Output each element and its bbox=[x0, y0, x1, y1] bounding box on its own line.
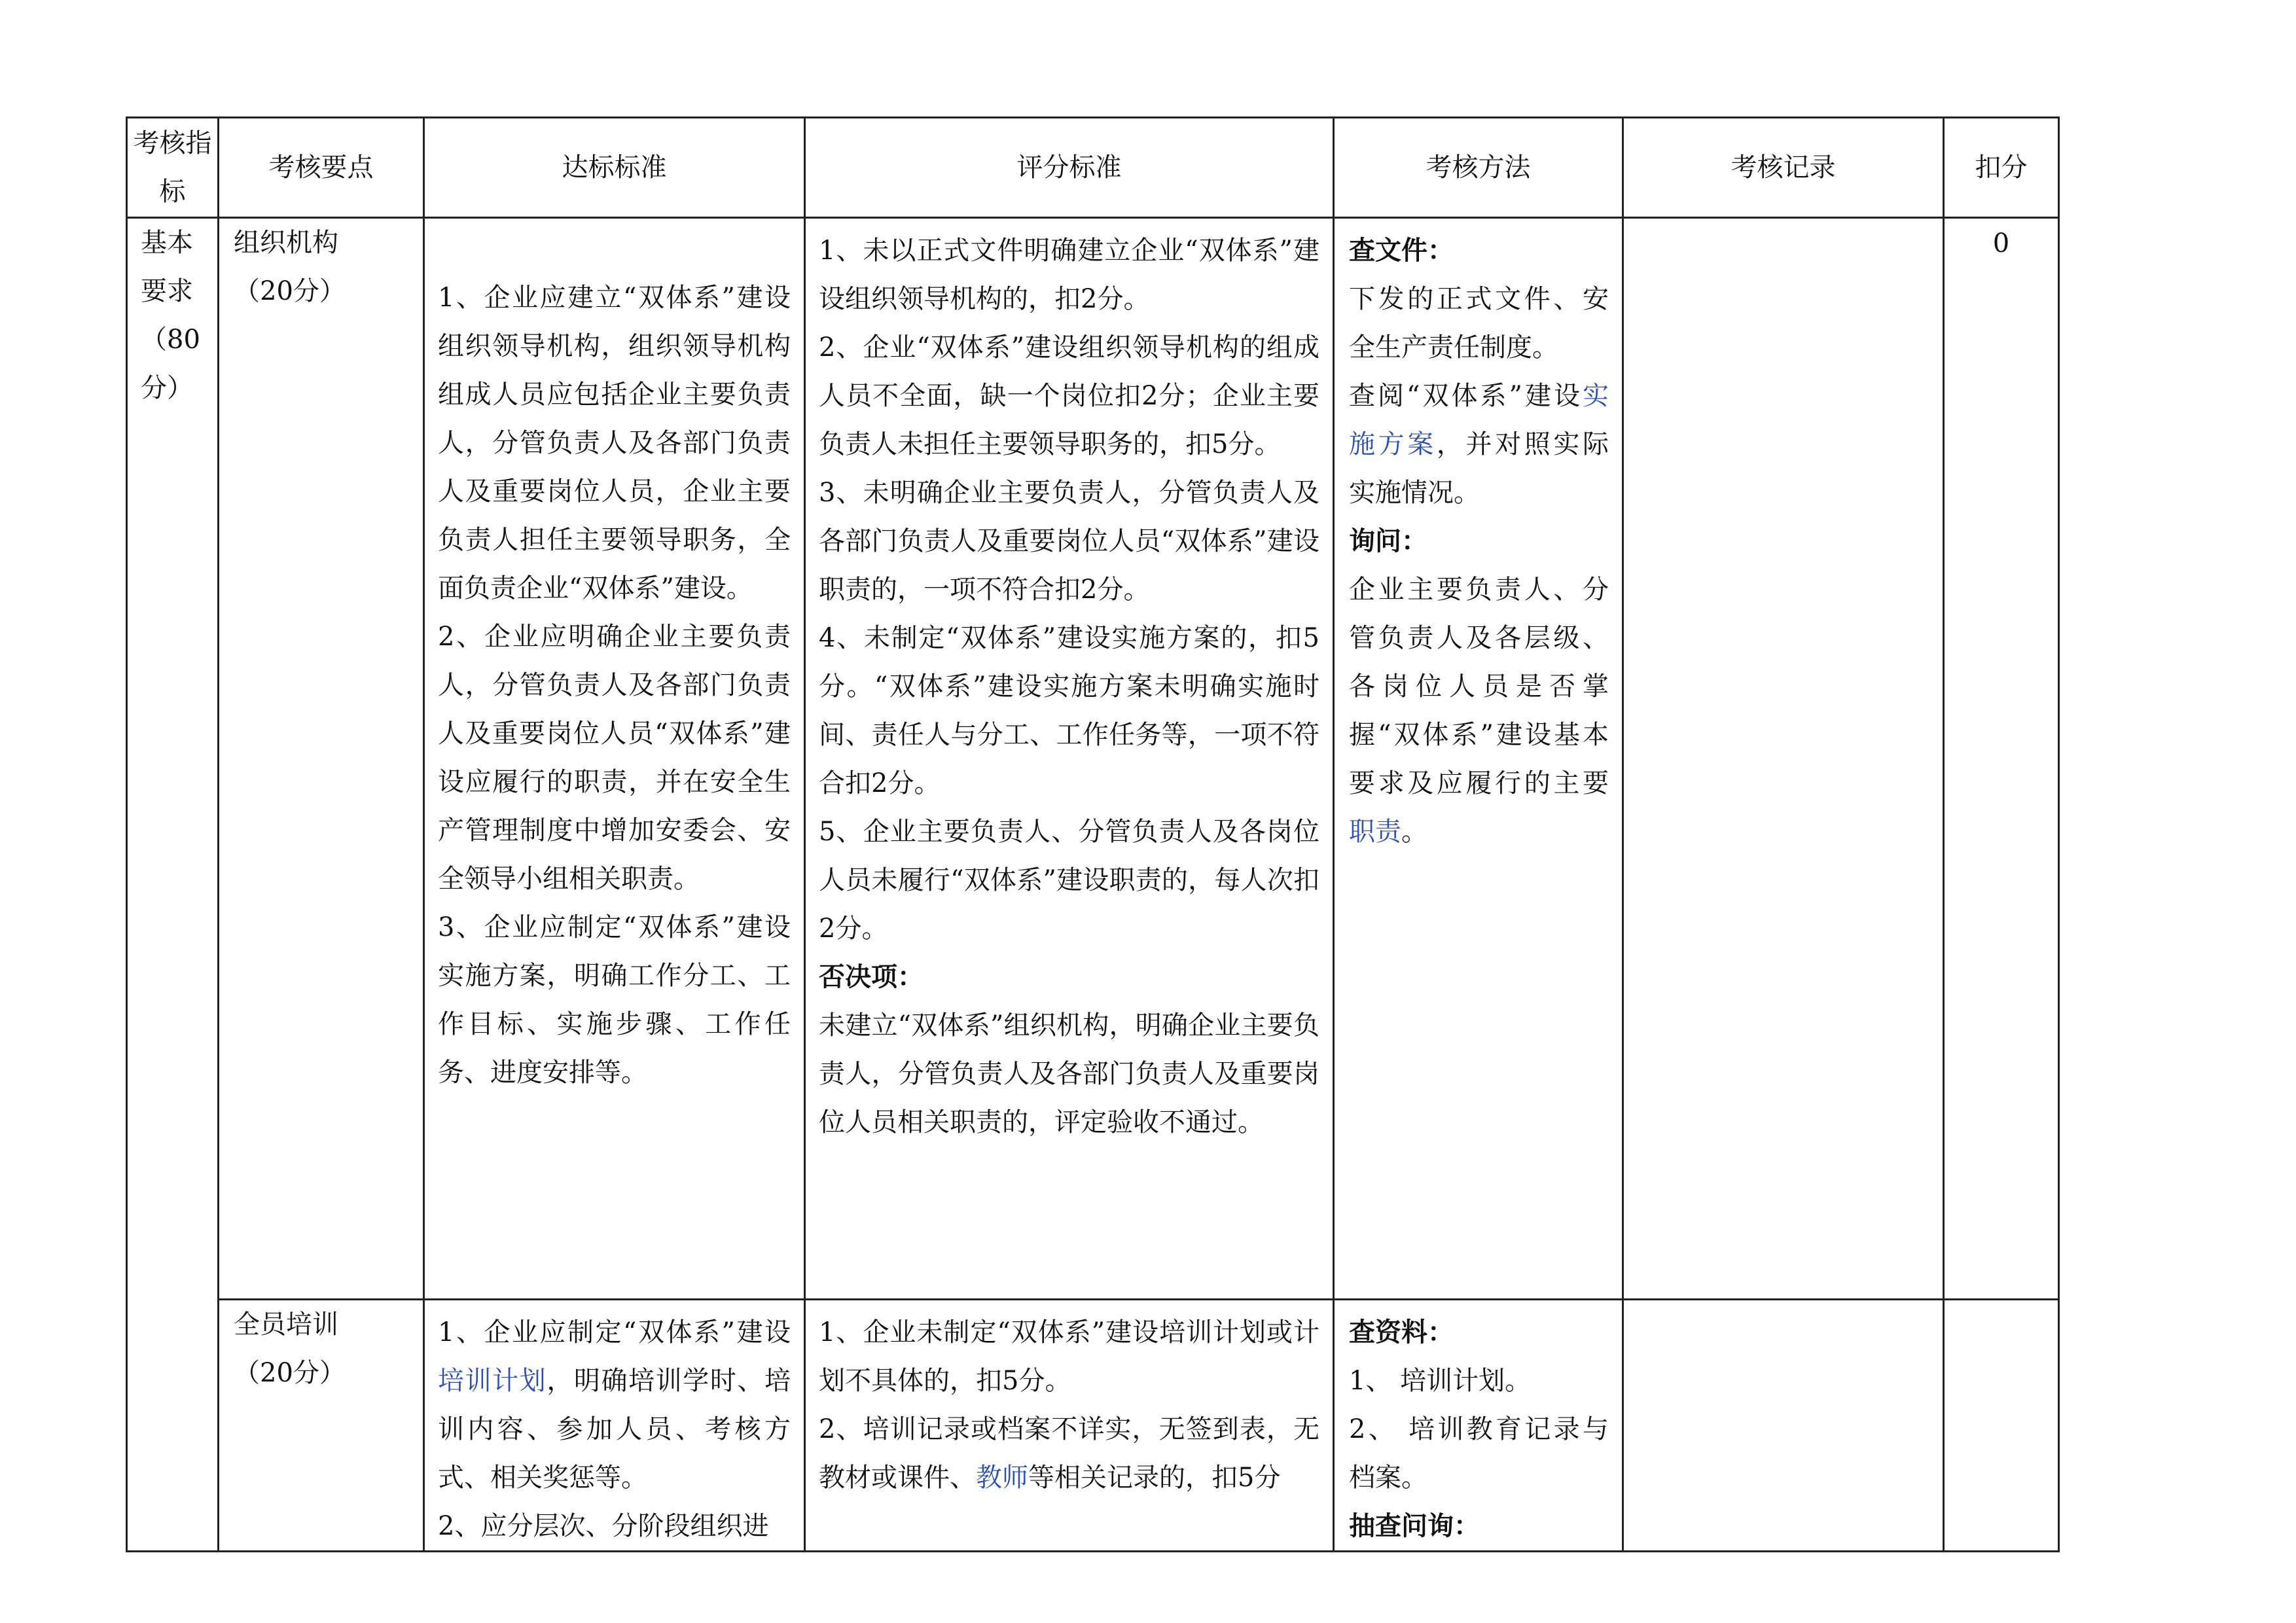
check-docs-title: 查文件： bbox=[1349, 235, 1454, 266]
ask-title: 询问： bbox=[1349, 526, 1427, 556]
header-standard: 达标标准 bbox=[424, 118, 805, 218]
scoring-item bbox=[819, 1405, 1319, 1502]
key-point-name: 组织机构 bbox=[234, 228, 338, 258]
scoring-item: 2、企业“双体系”建设组织领导机构的组成人员不全面，缺一个岗位扣2分；企业主要负责人未担任主要领导职务的，扣5分。 bbox=[819, 332, 1319, 459]
duties-link[interactable]: 职责 bbox=[1349, 817, 1401, 847]
assessment-table bbox=[126, 116, 2060, 1552]
key-point-cell bbox=[219, 1300, 424, 1552]
check-title: 查资料： bbox=[1349, 1317, 1454, 1347]
header-row bbox=[127, 118, 2059, 218]
scoring-item: 4、未制定“双体系”建设实施方案的，扣5分。“双体系”建设实施方案未明确实施时间、责任人与分工、工作任务等，一项不符合扣2分。 bbox=[819, 623, 1319, 798]
review-post: ，并对照实际实施情况。 bbox=[1349, 429, 1609, 508]
scoring-cell bbox=[805, 218, 1334, 1300]
standard-item: 2、企业应明确企业主要负责人，分管负责人及各部门负责人及重要岗位人员“双体系”建设应履行的职责，并在安全生产管理制度中增加安委会、安全领导小组相关职责。 bbox=[438, 622, 791, 894]
standard-cell bbox=[424, 1300, 805, 1552]
indicator-line: 要求 bbox=[141, 276, 193, 306]
header-scoring: 评分标准 bbox=[805, 118, 1334, 218]
indicator-line: 基本 bbox=[141, 228, 193, 258]
scoring-pre: 2、培训记录或档案不详实，无签到表，无教材或课件、 bbox=[819, 1414, 1319, 1493]
key-point-score: （20分） bbox=[234, 276, 346, 306]
item-num: 1、 bbox=[1349, 1366, 1392, 1396]
spot-check-title: 抽查问询： bbox=[1349, 1510, 1480, 1541]
header-key-point: 考核要点 bbox=[219, 118, 424, 218]
scoring-item: 1、未以正式文件明确建立企业“双体系”建设组织领导机构的，扣2分。 bbox=[819, 236, 1319, 314]
deduction-cell bbox=[1944, 1300, 2059, 1552]
implementation-plan-link[interactable]: 实施方案 bbox=[1349, 381, 1609, 459]
teacher-link[interactable]: 教师 bbox=[976, 1463, 1028, 1493]
scoring-post: 等相关记录的，扣5分 bbox=[1028, 1463, 1281, 1493]
method-item bbox=[1349, 1405, 1609, 1502]
header-deduction: 扣分 bbox=[1944, 118, 2059, 218]
method-cell bbox=[1334, 218, 1623, 1300]
method-cell bbox=[1334, 1300, 1623, 1552]
scoring-item: 1、企业未制定“双体系”建设培训计划或计划不具体的，扣5分。 bbox=[819, 1317, 1319, 1396]
check-docs-text: 下发的正式文件、安全生产责任制度。 bbox=[1349, 284, 1609, 363]
standard-item: 1、企业应建立“双体系”建设组织领导机构，组织领导机构组成人员应包括企业主要负责人，分管负责人及各部门负责人及重要岗位人员，企业主要负责人担任主要领导职务，全面负责企业“双体系”建设。 bbox=[438, 283, 791, 603]
ask-text bbox=[1349, 565, 1609, 856]
header-record: 考核记录 bbox=[1623, 118, 1944, 218]
item-num: 2、 bbox=[1349, 1414, 1398, 1444]
review-pre: 查阅“双体系”建设 bbox=[1349, 381, 1583, 411]
header-method: 考核方法 bbox=[1334, 118, 1623, 218]
veto-title: 否决项： bbox=[819, 961, 924, 992]
indicator-cell bbox=[127, 218, 219, 1552]
table-row bbox=[127, 1300, 2059, 1552]
scoring-cell bbox=[805, 1300, 1334, 1552]
standard-item bbox=[438, 1308, 791, 1502]
record-cell bbox=[1623, 1300, 1944, 1552]
key-point-name: 全员培训 bbox=[234, 1310, 338, 1340]
scoring-item: 5、企业主要负责人、分管负责人及各岗位人员未履行“双体系”建设职责的，每人次扣2分。 bbox=[819, 817, 1319, 944]
record-cell bbox=[1623, 218, 1944, 1300]
indicator-line: （80 bbox=[141, 325, 200, 355]
scoring-item: 3、未明确企业主要负责人，分管负责人及各部门负责人及重要岗位人员“双体系”建设职责的，一项不符合扣2分。 bbox=[819, 478, 1319, 605]
standard-pre: 1、企业应制定“双体系”建设 bbox=[438, 1317, 791, 1347]
item-text: 培训教育记录与档案。 bbox=[1349, 1414, 1609, 1493]
review-text bbox=[1349, 372, 1609, 517]
standard-item: 3、企业应制定“双体系”建设实施方案，明确工作分工、工作目标、实施步骤、工作任务、进度安排等。 bbox=[438, 912, 791, 1088]
table-row bbox=[127, 218, 2059, 1300]
deduction-cell: 0 bbox=[1944, 218, 2059, 1300]
standard-post: ，明确培训学时、培训内容、参加人员、考核方式、相关奖惩等。 bbox=[438, 1366, 791, 1493]
veto-text: 未建立“双体系”组织机构，明确企业主要负责人，分管负责人及各部门负责人及重要岗位人员相关职责的，评定验收不通过。 bbox=[819, 1010, 1319, 1137]
standard-cell bbox=[424, 218, 805, 1300]
training-plan-link[interactable]: 培训计划 bbox=[438, 1366, 547, 1396]
ask-pre: 企业主要负责人、分管负责人及各层级、各岗位人员是否掌握“双体系”建设基本要求及应履行的主要 bbox=[1349, 575, 1609, 798]
standard-item: 2、应分层次、分阶段组织进 bbox=[438, 1511, 769, 1541]
indicator-line: 分） bbox=[141, 373, 193, 403]
header-indicator: 考核指标 bbox=[127, 118, 219, 218]
ask-post: 。 bbox=[1401, 817, 1427, 847]
method-item bbox=[1349, 1357, 1609, 1405]
item-text: 培训计划。 bbox=[1400, 1366, 1532, 1396]
key-point-score: （20分） bbox=[234, 1358, 346, 1388]
key-point-cell bbox=[219, 218, 424, 1300]
